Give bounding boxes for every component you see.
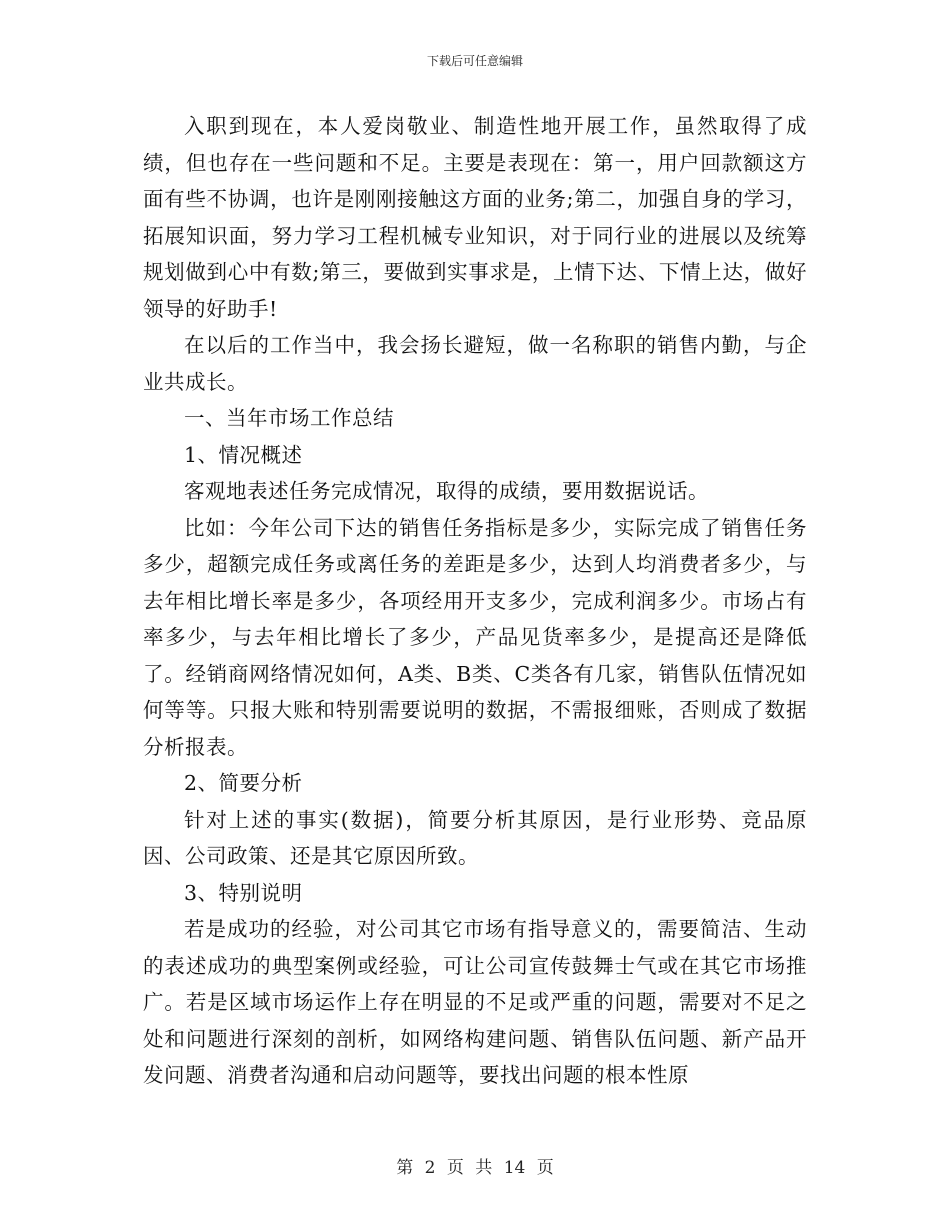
subheading-analysis: 2、简要分析 — [184, 771, 303, 795]
paragraph-example: 比如：今年公司下达的销售任务指标是多少，实际完成了销售任务多少，超额完成任务或离任务的差距是多少，达到人均消费者多少，与去年相比增长率是多少，各项经用开支多少，完成利润多少。市场占有率多少，与去年相比增长了多少，产品见货率多少，是提高还是降低了。经销商网络情况如何，A类、B类、C类各有几家，销售队伍情况如何等等。只报大账和特别需要说明的数据，不需报细账，否则成了数据分析报表。 — [143, 515, 807, 759]
subheading-special-notes: 3、特别说明 — [184, 880, 303, 905]
section-heading-market-summary: 一、当年市场工作总结 — [184, 406, 394, 430]
page-number-footer: 第 2 页 共 14 页 — [396, 1158, 554, 1178]
document-body — [143, 108, 807, 1094]
paragraph-1: 入职到现在，本人爱岗敬业、制造性地开展工作，虽然取得了成绩，但也存在一些问题和不足。主要是表现在：第一，用户回款额这方面有些不协调，也许是刚刚接触这方面的业务;第二，加强自身的学习，拓展知识面，努力学习工程机械专业知识，对于同行业的进展以及统筹规划做到心中有数;第三，要做到实事求是，上情下达、下情上达，做好领导的好助手! — [143, 114, 807, 321]
paragraph-special-notes: 若是成功的经验，对公司其它市场有指导意义的，需要简洁、生动的表述成功的典型案例或经验，可让公司宣传鼓舞士气或在其它市场推广。若是区域市场运作上存在明显的不足或严重的问题，需要对不足之处和问题进行深刻的剖析，如网络构建问题、销售队伍问题、新产品开发问题、消费者沟通和启动问题等，要找出问题的根本性原 — [143, 917, 807, 1087]
paragraph-analysis: 针对上述的事实(数据)，简要分析其原因，是行业形势、竞品原因、公司政策、还是其它原因所致。 — [143, 807, 807, 868]
page-header: 下载后可任意编辑 — [426, 54, 523, 68]
paragraph-2: 在以后的工作当中，我会扬长避短，做一名称职的销售内勤，与企业共成长。 — [143, 333, 807, 394]
paragraph-overview: 客观地表述任务完成情况，取得的成绩，要用数据说话。 — [184, 479, 709, 503]
subheading-overview: 1、情况概述 — [184, 442, 303, 467]
